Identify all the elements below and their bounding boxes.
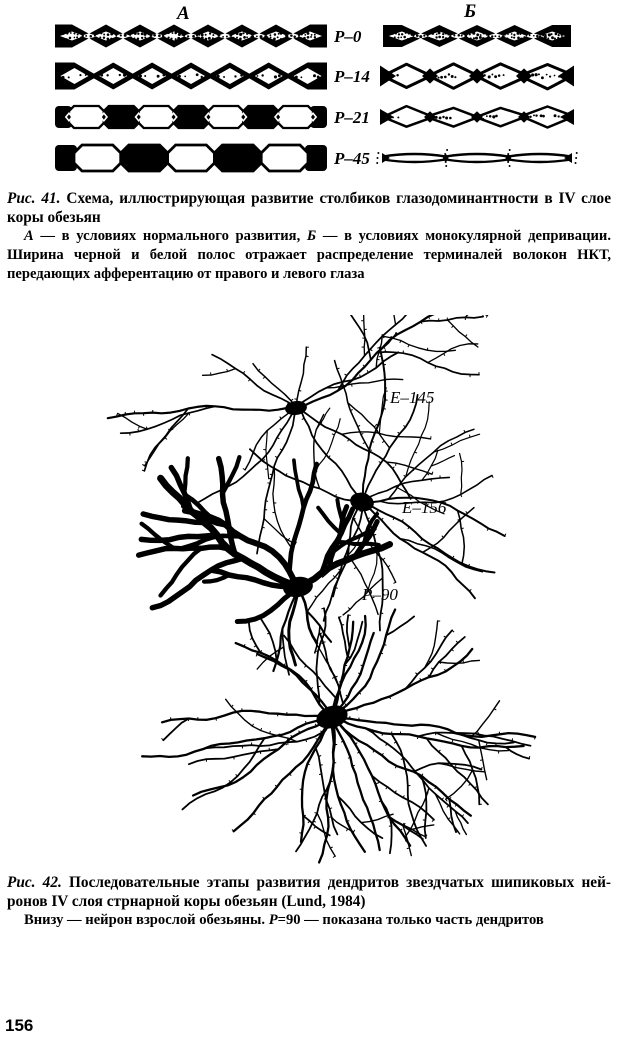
row-label-1: Р–14 — [334, 67, 370, 86]
row-label-0: Р–0 — [334, 27, 362, 46]
row-label-2: Р–21 — [334, 108, 370, 127]
figure-42-note-pre: Внизу — нейрон взрослой обезьяны. — [24, 912, 269, 928]
neuron-label-0: Е–145 — [390, 388, 435, 407]
figure-42-caption-line1 — [7, 873, 611, 892]
figure-42-note-var: Р — [268, 912, 278, 928]
legend-a-text: — в условиях нормального развития, — [33, 228, 307, 244]
figure-41-note-line1 — [7, 227, 611, 246]
figure-41-caption-line1 — [7, 189, 611, 208]
page-number: 156 — [5, 1016, 34, 1035]
figure-41-note-line2: Ширина черной и белой полос отражает распределение терминалей волокон НКТ, — [7, 247, 611, 263]
figure-41-note-line3: передающих афферентацию от правого и левого глаза — [7, 266, 365, 282]
figure-42-caption-line2: ронов IV слоя стрнарной коры обезьян (Lund, 1984) — [7, 893, 366, 910]
row-label-3: Р–45 — [334, 149, 370, 168]
figure-41-title: Схема, иллюстрирующая развитие столбиков глазодоминантности в IV слое — [60, 190, 611, 207]
figure-42-note-post: =90 — показана только часть дендритов — [277, 912, 544, 928]
legend-b-label: Б — [306, 228, 317, 244]
figure-41-number: Рис. 41. — [7, 190, 61, 207]
figure-41-caption-line2: коры обезьян — [7, 209, 101, 226]
figure-42-number: Рис. 42. — [7, 874, 62, 891]
legend-a-label: А — [24, 228, 34, 244]
figure-42-caption — [7, 873, 611, 930]
column-a-label: А — [177, 3, 190, 24]
neuron-label-1: Е–156 — [402, 498, 447, 517]
figure-42-note-line — [7, 911, 611, 930]
figure-41-ocular-dominance-diagram — [0, 0, 620, 186]
neuron-label-2: Р–90 — [362, 585, 398, 604]
legend-b-text: — в условиях монокулярной депривации. — [316, 228, 611, 244]
column-b-label: Б — [464, 1, 477, 22]
figure-41-caption — [7, 189, 611, 284]
figure-42-neuron-drawings — [0, 315, 620, 871]
figure-42-title: Последовательные этапы развития дендритов звездчатых шипиковых ней- — [61, 874, 611, 891]
